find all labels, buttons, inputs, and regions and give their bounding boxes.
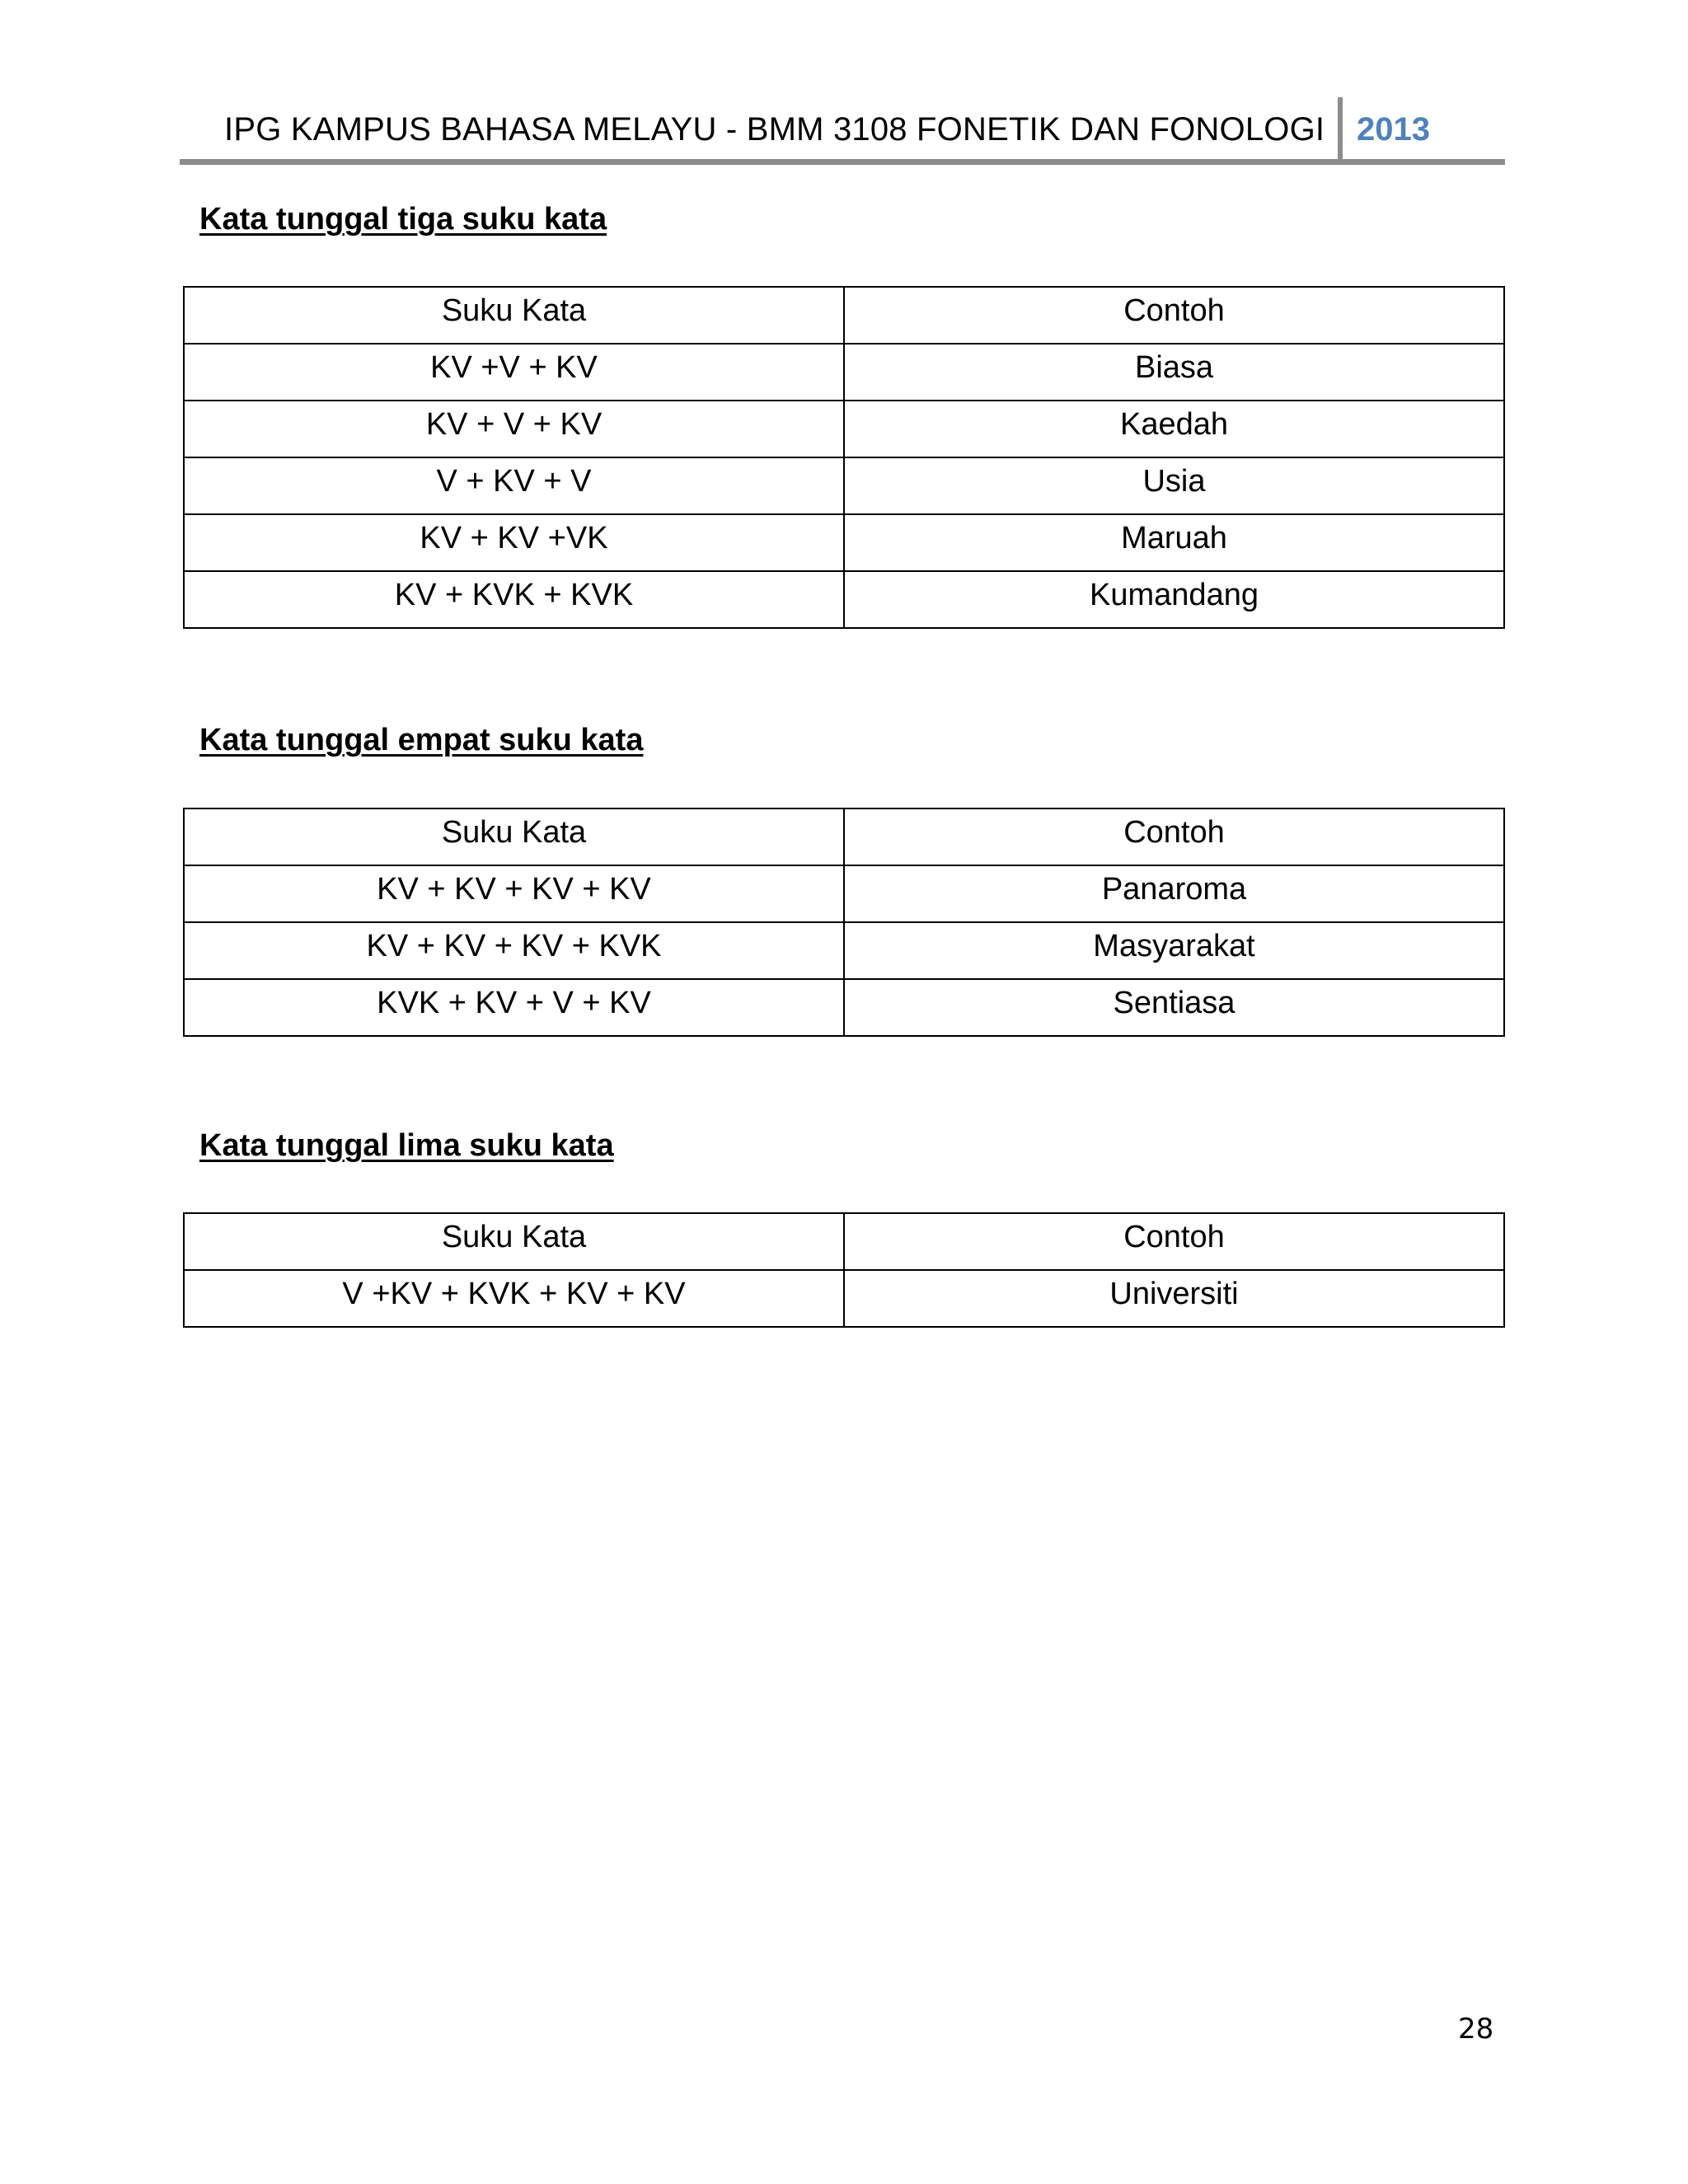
header-title: IPG KAMPUS BAHASA MELAYU - BMM 3108 FONETIK DAN FONOLOGI [224, 111, 1325, 148]
example-cell: Kaedah [844, 401, 1504, 457]
table-header-row [184, 287, 1504, 344]
header-year: 2013 [1357, 111, 1430, 148]
example-cell: Biasa [844, 344, 1504, 401]
pattern-cell: V + KV + V [184, 457, 844, 514]
table-row [184, 979, 1504, 1036]
table-row [184, 571, 1504, 628]
section-heading-tiga: Kata tunggal tiga suku kata [199, 202, 607, 237]
example-cell: Kumandang [844, 571, 1504, 628]
pattern-cell: KVK + KV + V + KV [184, 979, 844, 1036]
table-empat-suku-kata [183, 808, 1505, 1037]
pattern-cell: KV +V + KV [184, 344, 844, 401]
pattern-cell: KV + KVK + KVK [184, 571, 844, 628]
table-row [184, 1270, 1504, 1327]
pattern-cell: KV + KV +VK [184, 514, 844, 571]
column-header-contoh: Contoh [844, 808, 1504, 865]
table-header-row [184, 1213, 1504, 1270]
section-heading-empat: Kata tunggal empat suku kata [199, 723, 644, 757]
column-header-suku-kata: Suku Kata [184, 808, 844, 865]
example-cell: Panaroma [844, 865, 1504, 922]
page-number: 28 [1458, 2013, 1494, 2046]
page-header [180, 97, 1505, 165]
column-header-contoh: Contoh [844, 1213, 1504, 1270]
column-header-suku-kata: Suku Kata [184, 1213, 844, 1270]
example-cell: Universiti [844, 1270, 1504, 1327]
table-row [184, 865, 1504, 922]
table-row [184, 401, 1504, 457]
table-row [184, 514, 1504, 571]
example-cell: Usia [844, 457, 1504, 514]
table-tiga-suku-kata [183, 286, 1505, 629]
pattern-cell: KV + KV + KV + KV [184, 865, 844, 922]
table-row [184, 344, 1504, 401]
pattern-cell: KV + KV + KV + KVK [184, 922, 844, 979]
column-header-contoh: Contoh [844, 287, 1504, 344]
header-divider [1338, 97, 1343, 159]
column-header-suku-kata: Suku Kata [184, 287, 844, 344]
example-cell: Masyarakat [844, 922, 1504, 979]
example-cell: Maruah [844, 514, 1504, 571]
table-row [184, 922, 1504, 979]
section-heading-lima: Kata tunggal lima suku kata [199, 1128, 614, 1163]
table-row [184, 457, 1504, 514]
table-lima-suku-kata [183, 1212, 1505, 1328]
table-header-row [184, 808, 1504, 865]
pattern-cell: KV + V + KV [184, 401, 844, 457]
example-cell: Sentiasa [844, 979, 1504, 1036]
pattern-cell: V +KV + KVK + KV + KV [184, 1270, 844, 1327]
